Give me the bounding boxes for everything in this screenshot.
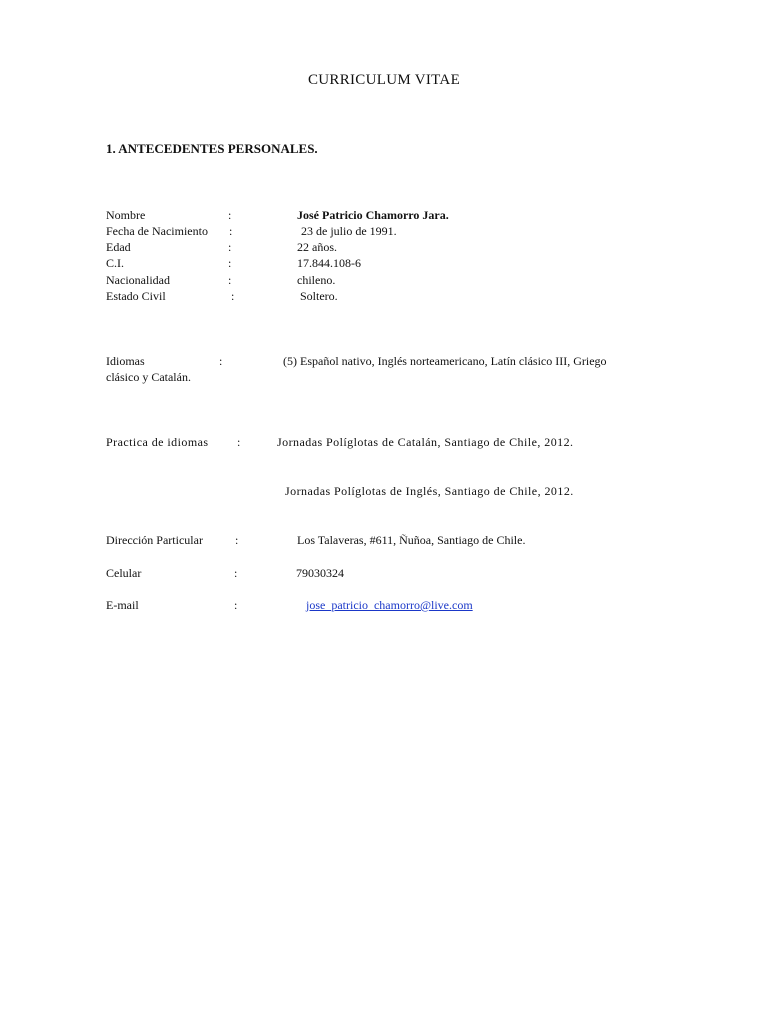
value-idiomas-line2: clásico y Catalán. (106, 370, 191, 384)
value-ci: 17.844.108-6 (297, 256, 361, 270)
separator: : (219, 354, 223, 368)
separator: : (237, 435, 241, 449)
label-practica-idiomas: Practica de idiomas (106, 435, 209, 449)
page-title: CURRICULUM VITAE (307, 72, 461, 88)
separator: : (228, 256, 232, 270)
value-edad: 22 años. (297, 240, 337, 254)
label-direccion: Dirección Particular (106, 533, 203, 547)
value-practica-2: Jornadas Políglotas de Inglés, Santiago de Chile, 2012. (285, 484, 574, 498)
separator: : (229, 224, 233, 238)
label-idiomas: Idiomas (106, 354, 145, 368)
value-nombre: José Patricio Chamorro Jara. (297, 208, 449, 222)
label-estado-civil: Estado Civil (106, 289, 166, 303)
value-celular: 79030324 (296, 566, 344, 580)
label-nacionalidad: Nacionalidad (106, 273, 170, 287)
value-fecha-nacimiento: 23 de julio de 1991. (301, 224, 397, 238)
separator: : (234, 598, 238, 612)
label-fecha-nacimiento: Fecha de Nacimiento (106, 224, 208, 238)
label-email: E-mail (106, 598, 139, 612)
separator: : (234, 566, 238, 580)
separator: : (228, 208, 232, 222)
email-link[interactable]: jose_patricio_chamorro@live.com (306, 598, 473, 612)
value-direccion: Los Talaveras, #611, Ñuñoa, Santiago de Chile. (297, 533, 526, 547)
label-nombre: Nombre (106, 208, 146, 222)
section-heading: 1. ANTECEDENTES PERSONALES. (106, 141, 318, 156)
value-practica-1: Jornadas Políglotas de Catalán, Santiago de Chile, 2012. (277, 435, 574, 449)
value-nacionalidad: chileno. (297, 273, 336, 287)
value-idiomas-line1: (5) Español nativo, Inglés norteamericano, Latín clásico III, Griego (283, 354, 607, 368)
value-estado-civil: Soltero. (300, 289, 338, 303)
label-celular: Celular (106, 566, 142, 580)
separator: : (228, 273, 232, 287)
label-edad: Edad (106, 240, 131, 254)
separator: : (228, 240, 232, 254)
separator: : (235, 533, 239, 547)
separator: : (231, 289, 235, 303)
label-ci: C.I. (106, 256, 124, 270)
